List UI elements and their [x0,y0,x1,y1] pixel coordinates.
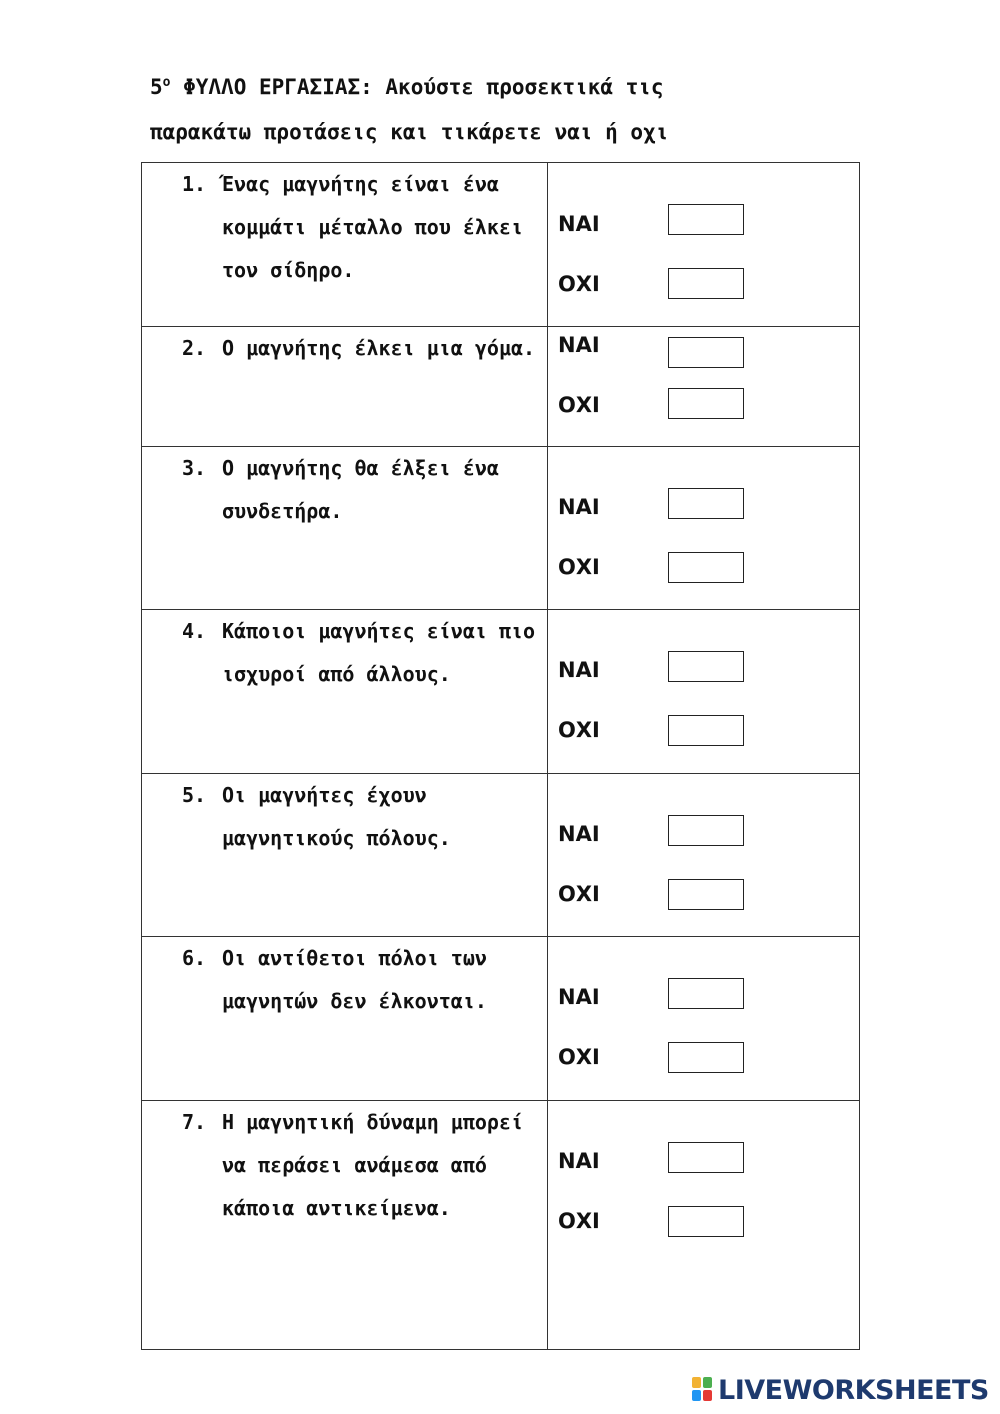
question-text: Ο μαγνήτης έλκει μια γόμα. [222,336,536,360]
liveworksheets-logo-text: LIVEWORKSHEETS [718,1374,989,1406]
question-row [142,1101,860,1350]
question-row [142,163,860,327]
no-label: ΟΧΙ [558,718,600,742]
answer-cell [548,774,860,937]
no-checkbox[interactable] [668,1206,744,1237]
no-label: ΟΧΙ [558,882,600,906]
question-text: Οι αντίθετοι πόλοι των μαγνητών δεν έλκονται. [222,946,487,1013]
question-cell [142,447,548,610]
answer-cell [548,447,860,610]
no-checkbox[interactable] [668,715,744,746]
question-number: 5. [182,783,207,807]
question-cell [142,610,548,774]
liveworksheets-logo [692,1374,989,1406]
question-cell [142,937,548,1101]
questions-table [141,162,860,1350]
answer-cell [548,327,860,447]
answer-cell [548,937,860,1101]
title-line-2: παρακάτω προτάσεις και τικάρετε ναι ή οχι [150,120,669,144]
yes-label: ΝΑΙ [558,1149,600,1173]
no-checkbox[interactable] [668,879,744,910]
no-label: ΟΧΙ [558,1209,600,1233]
yes-label: ΝΑΙ [558,495,600,519]
yes-checkbox[interactable] [668,337,744,368]
answer-cell [548,163,860,327]
title-line-1: $5^o$ ΦΥΛΛΟ ΕΡΓΑΣΙΑΣ: Ακούστε προσεκτικά τις [150,75,664,99]
question-cell [142,163,548,327]
question-text: Ο μαγνήτης θα έλξει ένα συνδετήρα. [222,456,499,523]
logo-square [692,1390,701,1401]
question-text: Ένας μαγνήτης είναι ένα κομμάτι μέταλλο που έλκει τον σίδηρο. [222,172,524,282]
no-checkbox[interactable] [668,1042,744,1073]
logo-square [703,1390,712,1401]
question-text: Οι μαγνήτες έχουν μαγνητικούς πόλους. [222,783,451,850]
worksheet-title [150,60,870,155]
question-cell [142,327,548,447]
question-number: 1. [182,172,207,196]
question-number: 6. [182,946,207,970]
answer-cell [548,610,860,774]
no-checkbox[interactable] [668,268,744,299]
yes-label: ΝΑΙ [558,333,600,357]
yes-checkbox[interactable] [668,204,744,235]
question-text: Η μαγνητική δύναμη μπορεί να περάσει ανάμεσα από κάποια αντικείμενα. [222,1110,524,1220]
no-label: ΟΧΙ [558,1045,600,1069]
logo-square [692,1377,701,1388]
question-number: 7. [182,1110,207,1134]
question-row [142,774,860,937]
no-label: ΟΧΙ [558,272,600,296]
yes-label: ΝΑΙ [558,658,600,682]
logo-square [703,1377,712,1388]
yes-checkbox[interactable] [668,488,744,519]
question-row [142,327,860,447]
question-row [142,937,860,1101]
yes-checkbox[interactable] [668,978,744,1009]
yes-label: ΝΑΙ [558,822,600,846]
liveworksheets-logo-icon [692,1377,714,1403]
no-checkbox[interactable] [668,552,744,583]
no-checkbox[interactable] [668,388,744,419]
question-number: 3. [182,456,207,480]
no-label: ΟΧΙ [558,555,600,579]
yes-label: ΝΑΙ [558,212,600,236]
question-row [142,447,860,610]
yes-label: ΝΑΙ [558,985,600,1009]
question-row [142,610,860,774]
question-text: Κάποιοι μαγνήτες είναι πιο ισχυροί από άλλους. [222,619,536,686]
yes-checkbox[interactable] [668,815,744,846]
answer-cell [548,1101,860,1350]
question-number: 4. [182,619,207,643]
yes-checkbox[interactable] [668,651,744,682]
question-number: 2. [182,336,207,360]
yes-checkbox[interactable] [668,1142,744,1173]
no-label: ΟΧΙ [558,393,600,417]
question-cell [142,1101,548,1350]
question-cell [142,774,548,937]
